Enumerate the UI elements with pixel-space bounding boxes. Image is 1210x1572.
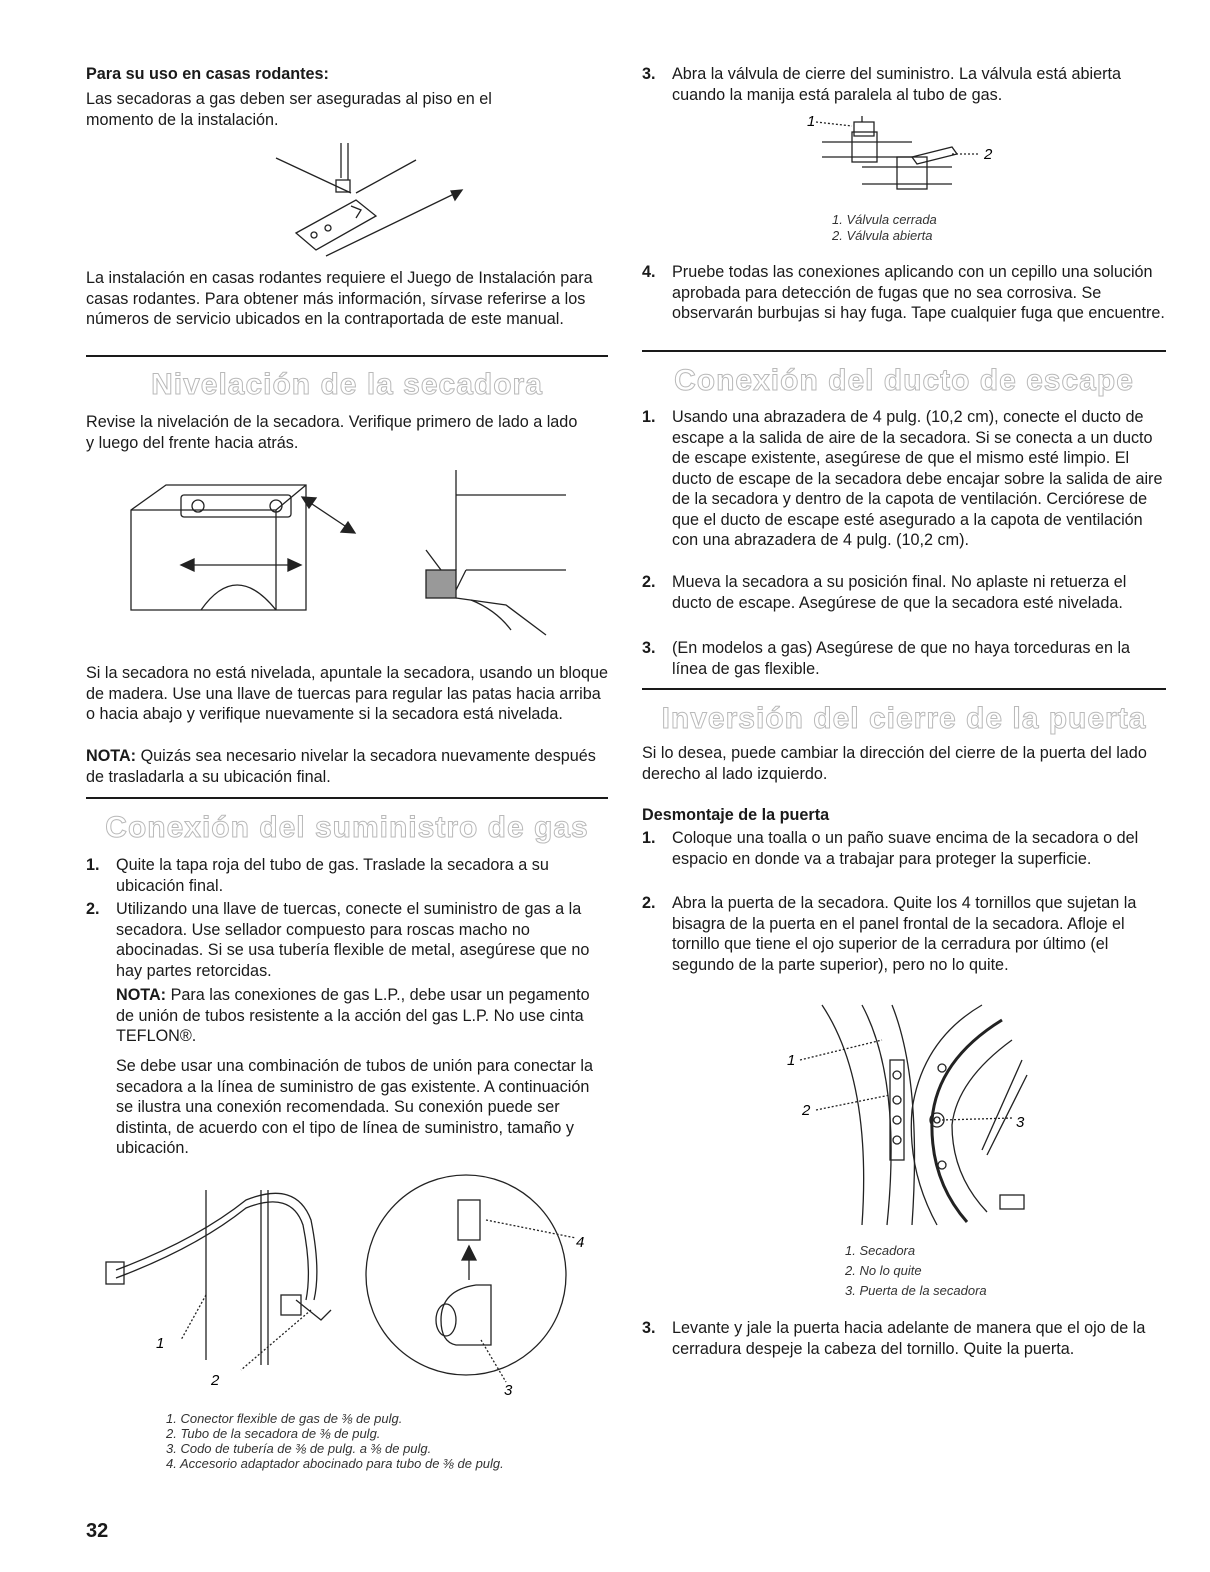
callout-1: 1 — [787, 1052, 796, 1069]
door-hinge-illustration — [772, 1000, 1042, 1232]
section-divider — [86, 797, 608, 799]
leveling-illustration — [126, 470, 566, 650]
gas-connection-illustration — [96, 1170, 608, 1410]
note-text: Quizás sea necesario nivelar la secadora nuevamente después de trasladarla a su ubicación final. — [86, 747, 596, 786]
mobile-home-intro: Las secadoras a gas deben ser aseguradas al piso en el momento de la instalación. — [86, 90, 492, 129]
callout-2: 2 — [211, 1372, 220, 1389]
item-text: Pruebe todas las conexiones aplicando con un cepillo una solución aprobada para detección de fugas que no sea corrosiva. Se observarán burbujas si hay fuga. Tape cualquier fuga que encuentre. — [672, 263, 1165, 322]
item-text: Mueva la secadora a su posición final. No aplaste ni retuerza el ducto de escape. Asegúrese de que la secadora esté nivelada. — [672, 573, 1127, 612]
item-text: Abra la válvula de cierre del suministro. La válvula está abierta cuando la manija está paralela al tubo de gas. — [672, 65, 1121, 104]
item-number: 3. — [642, 65, 656, 83]
item-text: Coloque una toalla o un paño suave encima de la secadora o del espacio en donde va a trabajar para proteger la superficie. — [672, 829, 1139, 868]
valve-illustration — [802, 112, 1002, 207]
list-item — [642, 262, 1166, 324]
leveling-adjust-text: Si la secadora no está nivelada, apuntale la secadora, usando un bloque de madera. Use una llave de tuercas para regular las patas hacia arriba o hacia abajo y verifique nuevamente si la secadora está nivelada. — [86, 664, 608, 723]
callout-1: 1 — [807, 113, 816, 130]
figure-caption: 1. Conector flexible de gas de ⅜ de pulg. — [166, 1411, 403, 1426]
section-divider — [86, 355, 608, 357]
item-number: 3. — [642, 639, 656, 657]
figure-caption: 1. Válvula cerrada — [832, 212, 937, 227]
item-number: 3. — [642, 1319, 656, 1337]
gas-note — [116, 985, 608, 1047]
note-label: NOTA: — [116, 986, 167, 1004]
figure-caption: 3. Puerta de la secadora — [845, 1283, 987, 1298]
item-text: Quite la tapa roja del tubo de gas. Traslade la secadora a su ubicación final. — [116, 856, 549, 895]
item-text: (En modelos a gas) Asegúrese de que no haya torceduras en la línea de gas flexible. — [672, 639, 1131, 678]
callout-1: 1 — [156, 1335, 165, 1352]
leveling-title: Nivelación de la secadora — [151, 368, 543, 401]
mobile-home-heading: Para su uso en casas rodantes: — [86, 65, 329, 83]
figure-caption: 2. No lo quite — [845, 1263, 922, 1278]
callout-2: 2 — [802, 1102, 811, 1119]
list-item — [642, 893, 1166, 975]
note-text: Para las conexiones de gas L.P., debe usar un pegamento de unión de tubos resistente a la acción del gas L.P. No use cinta TEFLON®. — [116, 986, 590, 1045]
floor-bracket-illustration — [256, 138, 516, 268]
figure-caption: 2. Válvula abierta — [832, 228, 933, 243]
leveling-note — [86, 746, 608, 787]
figure-caption: 3. Codo de tubería de ⅜ de pulg. a ⅜ de pulg. — [166, 1441, 432, 1456]
door-title: Inversión del cierre de la puerta — [661, 702, 1147, 735]
item-text: Usando una abrazadera de 4 pulg. (10,2 cm), conecte el ducto de escape a la salida de aire de la secadora. Si se conecta a un ducto de escape existente, asegúrese de que el mismo esté limpio. El ducto de escape de la secadora debe encajar sobre la salida de aire de la secadora y dentro de la capota de ventilación. Cerciórese de que el ducto de escape esté asegurado a la capota de ventilación con una abrazadera de 4 pulg. (10,2 cm). — [672, 408, 1163, 549]
item-number: 1. — [86, 856, 100, 874]
callout-4: 4 — [576, 1234, 585, 1251]
item-number: 2. — [642, 573, 656, 591]
list-item — [642, 572, 1166, 613]
list-item — [642, 1318, 1166, 1359]
leveling-intro: Revise la nivelación de la secadora. Verifique primero de lado a lado y luego del frente hacia atrás. — [86, 413, 578, 452]
list-item — [642, 638, 1166, 679]
list-item — [642, 64, 1166, 105]
list-item — [86, 855, 608, 896]
figure-caption: 1. Secadora — [845, 1243, 916, 1258]
item-number: 4. — [642, 263, 656, 281]
door-intro: Si lo desea, puede cambiar la dirección del cierre de la puerta del lado derecho al lado izquierdo. — [642, 744, 1147, 783]
note-label: NOTA: — [86, 747, 137, 765]
list-item — [86, 899, 608, 981]
item-text: Abra la puerta de la secadora. Quite los 4 tornillos que sujetan la bisagra de la puerta en el panel frontal de la secadora. Afloje el tornillo que tiene el ojo superior de la cerradura por último (el segundo de la parte superior), pero no lo quite. — [672, 894, 1137, 974]
figure-caption: 2. Tubo de la secadora de ⅜ de pulg. — [166, 1426, 381, 1441]
figure-caption: 4. Accesorio adaptador abocinado para tubo de ⅜ de pulg. — [166, 1456, 504, 1471]
callout-2: 2 — [984, 146, 993, 163]
section-divider — [642, 688, 1166, 690]
list-item — [642, 407, 1166, 551]
gas-title: Conexión del suministro de gas — [105, 811, 589, 844]
exhaust-title: Conexión del ducto de escape — [674, 364, 1134, 397]
callout-3: 3 — [1016, 1114, 1025, 1131]
page-number: 32 — [86, 1520, 109, 1542]
item-text: Levante y jale la puerta hacia adelante de manera que el ojo de la cerradura despeje la cabeza del tornillo. Quite la puerta. — [672, 1319, 1146, 1358]
door-removal-subheading: Desmontaje de la puerta — [642, 806, 830, 824]
item-number: 2. — [86, 900, 100, 918]
item-number: 1. — [642, 408, 656, 426]
list-item — [642, 828, 1166, 869]
item-number: 1. — [642, 829, 656, 847]
section-divider — [642, 350, 1166, 352]
mobile-home-kit-text: La instalación en casas rodantes requiere el Juego de Instalación para casas rodantes. Para obtener más información, sírvase referirse a los números de servicio ubicados en la contraportada de este manual. — [86, 269, 593, 328]
gas-connection-text: Se debe usar una combinación de tubos de unión para conectar la secadora a la línea de suministro de gas existente. A continuación se ilustra una conexión recomendada. Su conexión puede ser distinta, de acuerdo con el tipo de línea de suministro, tamaño y ubicación. — [116, 1057, 593, 1157]
callout-3: 3 — [504, 1382, 513, 1399]
item-number: 2. — [642, 894, 656, 912]
item-text: Utilizando una llave de tuercas, conecte el suministro de gas a la secadora. Use sellador compuesto para roscas macho no abocinadas. Si se usa tubería flexible de metal, asegúrese que no hay partes retorcidas. — [116, 900, 590, 980]
